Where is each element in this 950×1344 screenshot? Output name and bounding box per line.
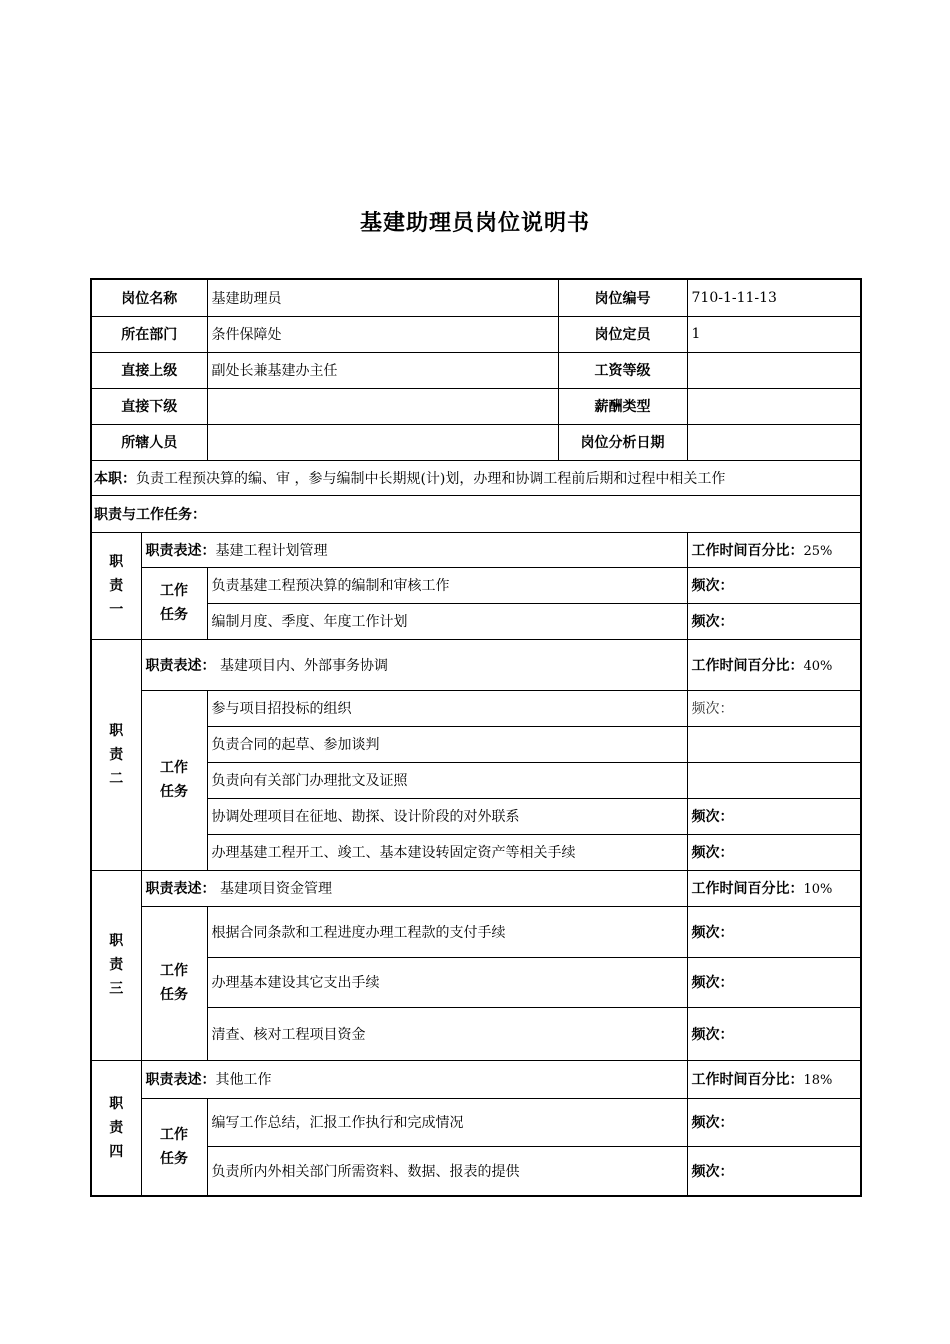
- subordinate-value: [207, 388, 558, 424]
- duty-1-task-1: 负责基建工程预决算的编制和审核工作: [207, 567, 687, 603]
- position-name-value: 基建助理员: [207, 279, 558, 316]
- duty-1-task-2: 编制月度、季度、年度工作计划: [207, 603, 687, 639]
- duty-1-label: 职 责 一: [91, 532, 141, 639]
- duty-2-desc-row: [91, 639, 861, 690]
- pay-type-value: [687, 388, 861, 424]
- row-department: [91, 316, 861, 352]
- row-tasks-heading: [91, 495, 861, 532]
- salary-grade-value: [687, 352, 861, 388]
- duty-label: 本职：: [94, 470, 136, 487]
- duty-1-task-label: 工作 任务: [141, 567, 207, 639]
- row-duty: [91, 460, 861, 495]
- duty-3-task-row: [91, 906, 861, 957]
- duty-4-task-1: 编写工作总结，汇报工作执行和完成情况: [207, 1098, 687, 1146]
- headcount-label: 岗位定员: [558, 316, 687, 352]
- duty-4-task-1-freq: 频次：: [687, 1098, 861, 1146]
- duty-3-task-3: 清查、核对工程项目资金: [207, 1007, 687, 1060]
- superior-value: 副处长兼基建办主任: [207, 352, 558, 388]
- analysis-date-value: [687, 424, 861, 460]
- duty-2-task-4: 协调处理项目在征地、勘探、设计阶段的对外联系: [207, 798, 687, 834]
- duty-3-task-label: 工作 任务: [141, 906, 207, 1060]
- duty-4-task-row: [91, 1146, 861, 1196]
- job-description-table: [90, 278, 862, 1197]
- superior-label: 直接上级: [91, 352, 207, 388]
- duty-3-label: 职 责 三: [91, 870, 141, 1060]
- duty-2-task-3: 负责向有关部门办理批文及证照: [207, 762, 687, 798]
- position-code-value: 710-1-11-13: [687, 279, 861, 316]
- duty-2-task-2: 负责合同的起草、参加谈判: [207, 726, 687, 762]
- duty-2-task-label: 工作 任务: [141, 690, 207, 870]
- duty-1-desc-row: [91, 532, 861, 567]
- position-name-label: 岗位名称: [91, 279, 207, 316]
- duty-2-desc: 职责表述： 基建项目内、外部事务协调: [141, 639, 687, 690]
- duty-1-task-row: [91, 603, 861, 639]
- duty-4-label: 职 责 四: [91, 1060, 141, 1196]
- duty-1-desc: 职责表述：基建工程计划管理: [141, 532, 687, 567]
- duty-text: 负责工程预决算的编、审 ，参与编制中长期规(计)划，办理和协调工程前后期和过程中相关工作: [136, 470, 726, 487]
- duty-2-task-1-freq: 频次：: [687, 690, 861, 726]
- duty-4-desc: 职责表述：其他工作: [141, 1060, 687, 1098]
- duty-2-task-5: 办理基建工程开工、竣工、基本建设转固定资产等相关手续: [207, 834, 687, 870]
- duty-3-task-row: [91, 1007, 861, 1060]
- subordinate-label: 直接下级: [91, 388, 207, 424]
- duty-2-task-row: [91, 762, 861, 798]
- duty-1-task-1-freq: 频次：: [687, 567, 861, 603]
- duty-3-desc-row: [91, 870, 861, 906]
- pay-type-label: 薪酬类型: [558, 388, 687, 424]
- duty-2-task-5-freq: 频次：: [687, 834, 861, 870]
- duty-2-task-4-freq: 频次：: [687, 798, 861, 834]
- row-superior: [91, 352, 861, 388]
- position-code-label: 岗位编号: [558, 279, 687, 316]
- duty-4-pct: 工作时间百分比：18%: [687, 1060, 861, 1098]
- department-value: 条件保障处: [207, 316, 558, 352]
- duty-3-task-2-freq: 频次：: [687, 957, 861, 1007]
- duty-3-task-2: 办理基本建设其它支出手续: [207, 957, 687, 1007]
- staff-label: 所辖人员: [91, 424, 207, 460]
- tasks-heading: 职责与工作任务：: [91, 495, 861, 532]
- row-position-name: [91, 279, 861, 316]
- duty-2-task-row: [91, 834, 861, 870]
- duty-2-task-row: [91, 690, 861, 726]
- headcount-value: 1: [687, 316, 861, 352]
- duty-2-task-3-freq: [687, 762, 861, 798]
- row-staff: [91, 424, 861, 460]
- analysis-date-label: 岗位分析日期: [558, 424, 687, 460]
- row-subordinate: [91, 388, 861, 424]
- duty-3-task-3-freq: 频次：: [687, 1007, 861, 1060]
- duty-4-task-label: 工作 任务: [141, 1098, 207, 1196]
- duty-3-task-1-freq: 频次：: [687, 906, 861, 957]
- staff-value: [207, 424, 558, 460]
- duty-4-task-row: [91, 1098, 861, 1146]
- duty-cell: [91, 460, 861, 495]
- duty-4-task-2-freq: 频次：: [687, 1146, 861, 1196]
- duty-2-task-2-freq: [687, 726, 861, 762]
- duty-2-task-1: 参与项目招投标的组织: [207, 690, 687, 726]
- salary-grade-label: 工资等级: [558, 352, 687, 388]
- duty-1-task-2-freq: 频次：: [687, 603, 861, 639]
- duty-2-task-row: [91, 798, 861, 834]
- duty-3-desc: 职责表述： 基建项目资金管理: [141, 870, 687, 906]
- duty-2-task-row: [91, 726, 861, 762]
- department-label: 所在部门: [91, 316, 207, 352]
- duty-1-pct: 工作时间百分比：25%: [687, 532, 861, 567]
- page-title: 基建助理员岗位说明书: [359, 211, 590, 236]
- duty-3-task-row: [91, 957, 861, 1007]
- duty-4-task-2: 负责所内外相关部门所需资料、数据、报表的提供: [207, 1146, 687, 1196]
- duty-4-desc-row: [91, 1060, 861, 1098]
- duty-2-label: 职 责 二: [91, 639, 141, 870]
- duty-1-task-row: [91, 567, 861, 603]
- duty-3-task-1: 根据合同条款和工程进度办理工程款的支付手续: [207, 906, 687, 957]
- duty-3-pct: 工作时间百分比：10%: [687, 870, 861, 906]
- duty-2-pct: 工作时间百分比：40%: [687, 639, 861, 690]
